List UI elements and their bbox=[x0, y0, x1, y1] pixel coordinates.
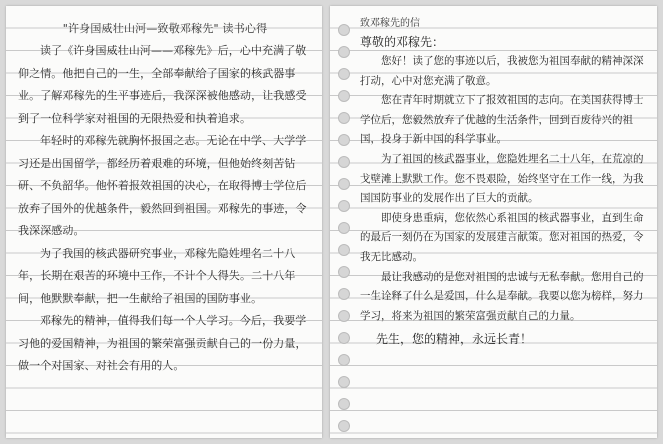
letter-header bbox=[360, 16, 647, 32]
binder-hole bbox=[338, 24, 350, 36]
letter-paragraph-3: 为了祖国的核武器事业，您隐姓埋名二十八年，在荒凉的戈壁滩上默默工作。您不畏艰险，始终坚守在工作一线，为我国国防事业的发展作出了巨大的贡献。 bbox=[360, 152, 644, 205]
letter-salutation: 尊敬的邓稼先： bbox=[360, 35, 445, 49]
letter-header-title: 致邓稼先的信 bbox=[360, 18, 420, 29]
binder-hole bbox=[338, 310, 350, 322]
binder-hole bbox=[338, 68, 350, 80]
left-page-content bbox=[18, 18, 312, 378]
letter-paragraph-2: 您在青年时期就立下了报效祖国的志向。在美国获得博士学位后，您毅然放弃了优越的生活条件，回到百废待兴的祖国，投身于新中国的科学事业。 bbox=[360, 94, 644, 146]
binder-hole bbox=[338, 112, 350, 124]
binder-hole bbox=[338, 178, 350, 190]
essay-paragraph-2: 年轻时的邓稼先就胸怀报国之志。无论在中学、大学学习还是出国留学，都经历着艰难的环境，但他始终刻苦钻研、不负韶华。他怀着报效祖国的决心，在取得博士学位后放弃了国外的优越条件，毅然回到祖国。邓稼先的事迹，令我深深感动。 bbox=[18, 134, 307, 237]
letter-paragraph-4: 即使身患重病，您依然心系祖国的核武器事业，直到生命的最后一刻仍在为国家的发展建言献策。您对祖国的热爱，令我无比感动。 bbox=[360, 211, 644, 263]
essay-paragraph-3: 为了我国的核武器研究事业，邓稼先隐姓埋名二十八年，长期在艰苦的环境中工作，不计个人得失。二十八年间，他默默奉献，把一生献给了祖国的国防事业。 bbox=[18, 246, 296, 305]
right-page bbox=[330, 6, 657, 438]
binder-hole bbox=[338, 266, 350, 278]
essay-paragraph-1: 读了《许身国威壮山河——邓稼先》后，心中充满了敬仰之情。他把自己的一生，全部奉献给了国家的核武器事业。了解邓稼先的生平事迹后，我深深被他感动，让我感受到了一位科学家对祖国的无限热爱和执着追求。 bbox=[18, 44, 307, 125]
letter-paragraph-1: 您好！读了您的事迹以后，我被您为祖国奉献的精神深深打动，心中对您充满了敬意。 bbox=[360, 55, 644, 87]
binder-hole bbox=[338, 222, 350, 234]
binder-hole bbox=[338, 420, 350, 432]
binder-hole bbox=[338, 90, 350, 102]
binder-hole bbox=[338, 376, 350, 388]
binder-hole bbox=[338, 200, 350, 212]
binder-hole bbox=[338, 156, 350, 168]
binder-holes bbox=[338, 24, 350, 438]
binder-hole bbox=[338, 398, 350, 410]
letter-paragraph-5: 最让我感动的是您对祖国的忠诚与无私奉献。您用自己的一生诠释了什么是爱国，什么是奉献。我要以您为榜样，努力学习，将来为祖国的繁荣富强贡献自己的力量。 bbox=[360, 270, 644, 322]
binder-hole bbox=[338, 134, 350, 146]
essay-paragraph-4: 邓稼先的精神，值得我们每一个人学习。今后，我要学习他的爱国精神，为祖国的繁荣富强贡献自己的一份力量，做一个对国家、对社会有用的人。 bbox=[18, 314, 307, 372]
letter-closing: 先生，您的精神，永远长青！ bbox=[376, 332, 533, 347]
binder-hole bbox=[338, 46, 350, 58]
left-page bbox=[6, 6, 322, 438]
right-page-content bbox=[360, 16, 647, 347]
essay-title: "许身国威壮山河—致敬邓稼先" 读书心得 bbox=[62, 22, 268, 35]
binder-hole bbox=[338, 354, 350, 366]
binder-hole bbox=[338, 288, 350, 300]
binder-hole bbox=[338, 244, 350, 256]
binder-hole bbox=[338, 332, 350, 344]
